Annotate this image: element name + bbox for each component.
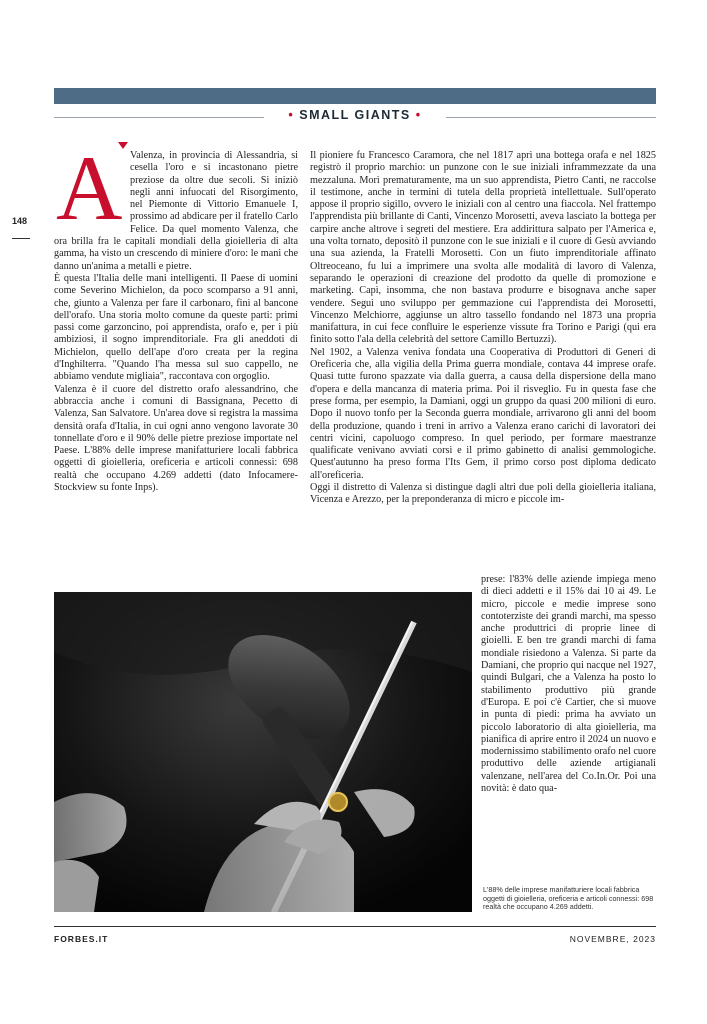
- article-column-left: [54, 137, 298, 494]
- header-bar: [54, 88, 656, 104]
- article-column-right: [310, 150, 656, 507]
- bullet-icon: •: [415, 108, 422, 122]
- bullet-icon: •: [288, 108, 295, 122]
- section-label-text: SMALL GIANTS: [299, 108, 411, 122]
- page-number-rule: [12, 238, 30, 239]
- article-paragraph: prese: l'83% delle aziende impiega meno di dieci addetti e il 15% dai 10 ai 49. Le micro, piccole e medie imprese sono contoterziste dei grandi marchi, ma spesso anche produttrici di proprie linee di gioielli. E ben tre grandi marchi di fama mondiale risiedono a Valenza. Si parte da Damiani, che proprio qui nacque nel 1927, quindi Bulgari, che a Valenza ha posto lo stabilimento produttivo più grande d'Europa. E poi c'è Cartier, che si muove in punta di piedi: prima ha avviato un piccolo laboratorio di alta gioielleria, ma pianifica di aprire entro il 2024 un nuovo e modernissimo stabilimento orafo nel cuore produttivo delle aziende artigianali valenzane, nell'area del Co.In.Or. Poi una novità: è dato qua-: [481, 574, 656, 795]
- article-paragraph: Il pioniere fu Francesco Caramora, che nel 1817 aprì una bottega orafa e nel 1825 registrò il proprio marchio: un punzone con le sue iniziali inframmezzate da una mezzaluna. Morì prematuramente, ma un suo apprendista, Pietro Canti, ne raccolse il testimone, anche in termini di tutela della proprietà intellettuale. Sull'operato appose il proprio sigillo, ovvero le iniziali con al centro una fiaccola. Nel frattempo l'apprendista più brillante di Canti, Vincenzo Morosetti, aveva lasciato la bottega per carpire anche altrove i segreti del mestiere. Era addirittura salpato per l'America e, una volta tornato, depositò il punzone con le sue iniziali e il cuore di Gesù avviando una sua azienda, la Fratelli Morosetti. Con un fiuto imprenditoriale affinato Oltreoceano, fu lui a imprimere una svolta alle modalità di lavoro di Valenza, separando le operazioni di creazione del prodotto da quelle di promozione e marketing. Capì, insomma, che non bastava produrre e bisognava anche saper vendere. Seguì uno sviluppo per gemmazione cui l'apprendista dei Morosetti, Vincenzo Melchiorre, aggiunse un altro tassello fondando nel 1873 una propria manifattura, in cui fece confluire le esperienze vissute fra Torino e Parigi (qui era finito sotto l'ala della celebrità del settore Camillo Bertuzzi).: [310, 150, 656, 346]
- drop-cap: A: [56, 137, 123, 239]
- section-label: [270, 108, 440, 122]
- article-column-bottom: [481, 574, 656, 795]
- footer-issue-date: NOVEMBRE, 2023: [569, 934, 656, 944]
- drop-cap-block: [54, 137, 130, 239]
- article-paragraph: Valenza, in provincia di Alessandria, si cesella l'oro e si incastonano pietre preziose da oltre due secoli. Si iniziò negli anni infuocati del Risorgimento, nel Piemonte di Vittorio Emanuele I, prossimo ad abdicare per il fratello Carlo Felice. Da quel momento Valenza, che ora brilla fra le capitali mondiali della gioielleria di alta gamma, ha visto un crescendo di miniere d'oro: le mani che danno un'anima a metalli e pietre.: [54, 150, 298, 272]
- page-number: 148: [12, 216, 28, 226]
- section-rule-left: [54, 117, 264, 118]
- footer-rule: [54, 926, 656, 927]
- article-paragraph: Nel 1902, a Valenza veniva fondata una Cooperativa di Produttori di Generi di Oreficeria che, alla vigilia della Prima guerra mondiale, contava 44 imprese orafe. Quasi tutte furono spazzate via dalla guerra, a causa della dispersione della mano d'opera e della mancanza di materia prima. Poi il risveglio. Fu in questa fase che prese forma, per esempio, la Damiani, oggi un gruppo da quasi 200 milioni di euro. Dopo il nuovo tonfo per la Seconda guerra mondiale, arrivarono gli anni del boom della produzione, quando i treni in arrivo a Valenza erano carichi di lavoratori dei centri vicini, capoluogo compreso. In quel periodo, per formare maestranze qualificate venivano avviati corsi e il primo gabinetto di analisi gemmologiche. Quest'autunno ha preso forma l'Its Gem, il primo corso post diploma dedicato all'oreficeria.: [310, 346, 656, 481]
- article-paragraph: Valenza è il cuore del distretto orafo alessandrino, che abbraccia anche i comuni di Bassignana, Pecetto di Valenza, San Salvatore. Un'area dove si registra la massima densità orafa d'Italia, in cui ogni anno vengono lavorate 30 tonnellate d'oro e il 90% delle pietre preziose importate nel Paese. L'88% delle imprese manifatturiere locali fabbrica oggetti di gioielleria, oreficeria e articoli connessi: 698 realtà che occupano 4.269 addetti (dato Infocamere-Stockview su fonte Inps).: [54, 383, 298, 494]
- article-photo: [54, 592, 472, 912]
- section-rule-right: [446, 117, 656, 118]
- goldsmith-hands-photo: [54, 592, 472, 912]
- photo-caption: L'88% delle imprese manifatturiere locali fabbrica oggetti di gioielleria, oreficeria e articoli connessi: 698 realtà che occupano 4.269 addetti.: [483, 885, 654, 912]
- article-paragraph: È questa l'Italia delle mani intelligenti. Il Paese di uomini come Severino Michielon, da poco scomparso a 91 anni, che, giunto a Valenza per fare il carbonaro, finì al bancone dell'orafo. Una storia molto comune da queste parti: primi passi come garzoncino, poi apprendista, orafo e, per i più ambiziosi, il sogno imprenditoriale. Fra gli aneddoti di Michielon, quello dell'ape d'oro creata per la regina d'Inghilterra. "Quando l'ha messa sul suo cappello, ne abbiamo vendute migliaia", raccontava con orgoglio.: [54, 272, 298, 383]
- article-paragraph: Oggi il distretto di Valenza si distingue dagli altri due poli della gioielleria italiana, Vicenza e Arezzo, per la preponderanza di micro e piccole im-: [310, 482, 656, 506]
- footer-publication: FORBES.IT: [54, 934, 109, 944]
